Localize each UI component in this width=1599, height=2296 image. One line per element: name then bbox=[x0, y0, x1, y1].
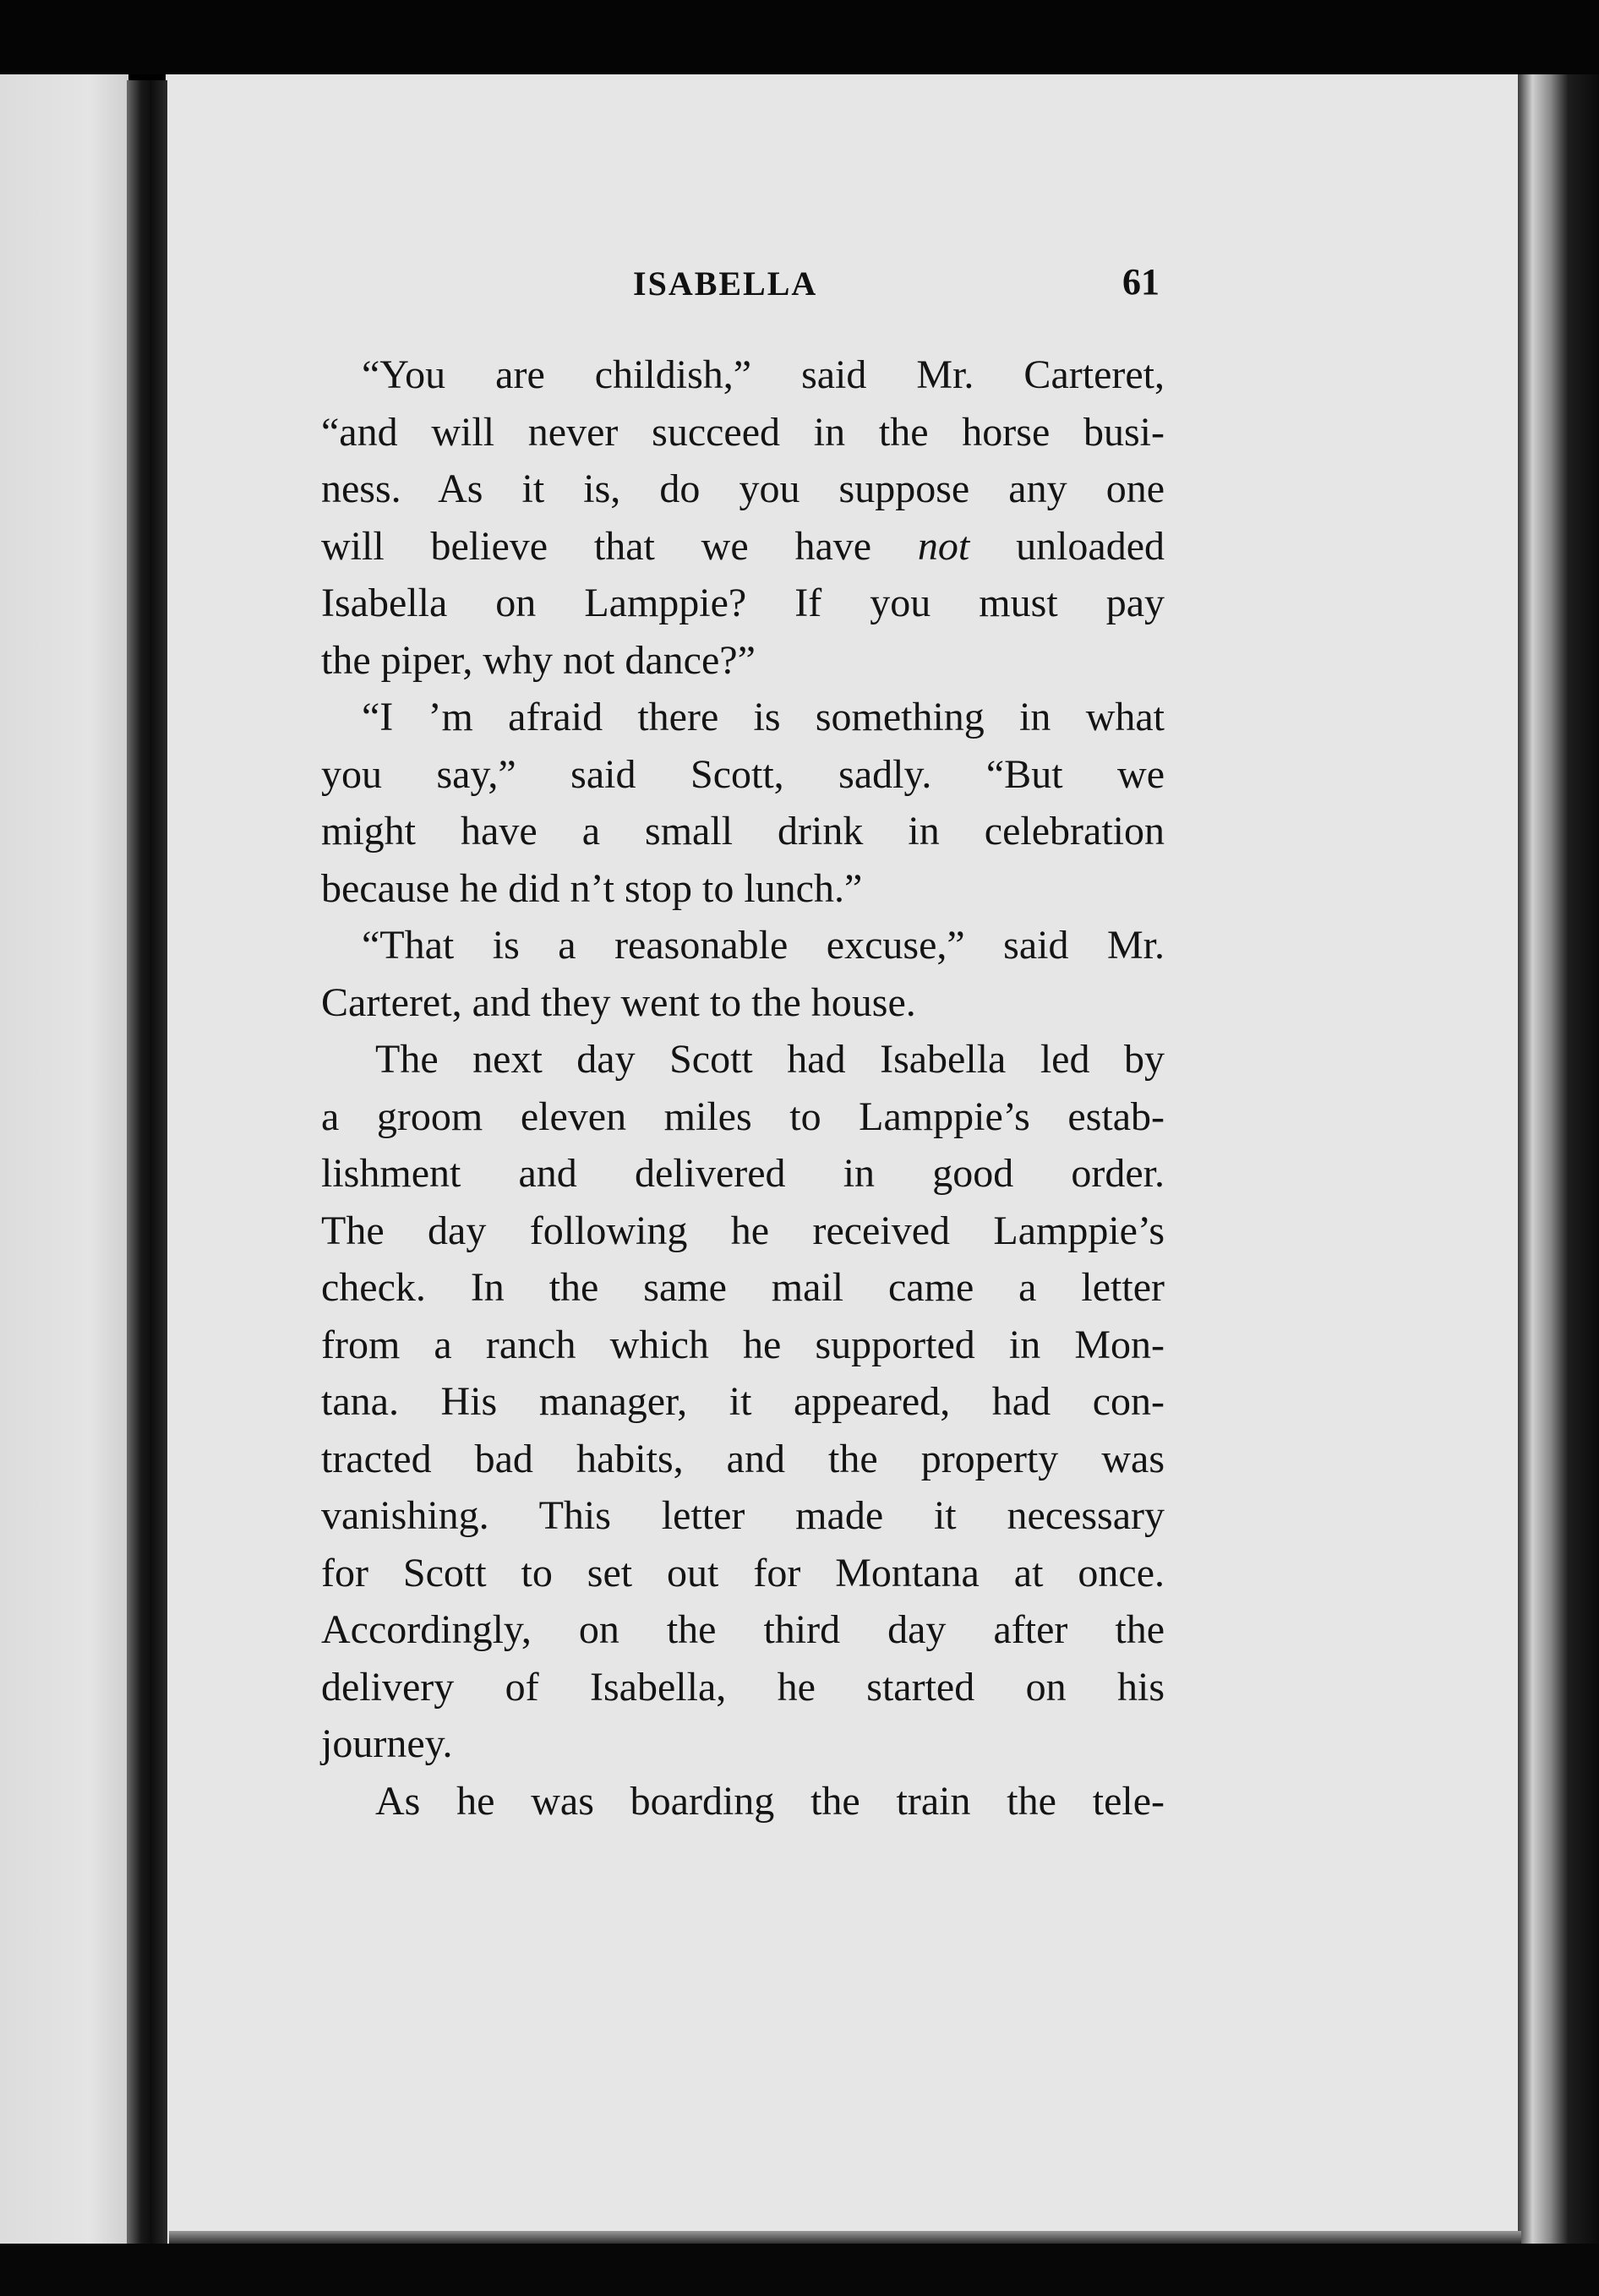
text-line bbox=[321, 518, 1165, 575]
facing-page-edge bbox=[0, 74, 128, 2244]
paragraph bbox=[321, 689, 1165, 917]
text-line: vanishing. This letter made it necessary bbox=[321, 1493, 1165, 1538]
text-segment: unloaded bbox=[1016, 523, 1165, 569]
text-line: the piper, why not dance?” bbox=[321, 637, 756, 683]
text-line: The next day Scott had Isabella led by bbox=[375, 1037, 1165, 1082]
text-line: As he was boarding the train the tele- bbox=[375, 1778, 1165, 1824]
text-line: delivery of Isabella, he started on his bbox=[321, 1664, 1165, 1710]
text-line: Isabella on Lamppie? If you must pay bbox=[321, 581, 1165, 625]
text-line: tana. His manager, it appeared, had con- bbox=[321, 1379, 1165, 1424]
text-line: from a ranch which he supported in Mon- bbox=[321, 1322, 1165, 1367]
text-line: ness. As it is, do you suppose any one bbox=[321, 466, 1165, 511]
paragraph bbox=[321, 1773, 1165, 1830]
page-number: 61 bbox=[1122, 261, 1160, 303]
text-segment: will believe that we have bbox=[321, 523, 872, 569]
text-line: “and will never succeed in the horse busi- bbox=[321, 409, 1165, 455]
text-line: “That is a reasonable excuse,” said Mr. bbox=[362, 923, 1165, 968]
text-line: Carteret, and they went to the house. bbox=[321, 979, 916, 1025]
text-line: check. In the same mail came a letter bbox=[321, 1265, 1165, 1310]
body-text bbox=[321, 346, 1165, 1830]
scan-bottom-border bbox=[0, 2244, 1599, 2296]
page-edge-right bbox=[1518, 74, 1599, 2244]
scan-top-border bbox=[0, 0, 1599, 74]
text-line: might have a small drink in celebration bbox=[321, 809, 1165, 854]
text-line: “You are childish,” said Mr. Carteret, bbox=[362, 352, 1165, 397]
text-line: The day following he received Lamppie’s bbox=[321, 1208, 1165, 1253]
text-line: lishment and delivered in good order. bbox=[321, 1151, 1165, 1196]
text-line: Accordingly, on the third day after the bbox=[321, 1607, 1165, 1652]
paragraph bbox=[321, 346, 1165, 689]
paragraph bbox=[321, 1031, 1165, 1773]
text-line: for Scott to set out for Montana at once. bbox=[321, 1550, 1165, 1595]
running-title: ISABELLA bbox=[633, 265, 818, 303]
text-line: because he did n’t stop to lunch.” bbox=[321, 865, 863, 911]
book-gutter bbox=[127, 80, 167, 2252]
text-line: tracted bad habits, and the property was bbox=[321, 1436, 1165, 1481]
emphasis-word: not bbox=[917, 523, 970, 569]
text-line: “I ’m afraid there is something in what bbox=[362, 695, 1165, 739]
text-line: a groom eleven miles to Lamppie’s estab- bbox=[321, 1093, 1165, 1139]
paragraph bbox=[321, 917, 1165, 1031]
text-line: journey. bbox=[321, 1721, 453, 1766]
text-line: you say,” said Scott, sadly. “But we bbox=[321, 751, 1165, 797]
